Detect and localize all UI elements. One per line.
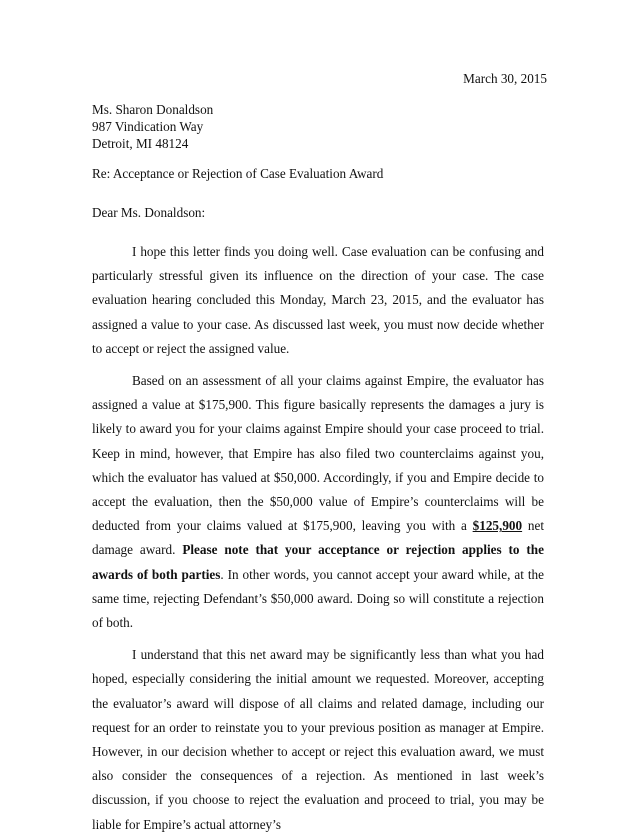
important-note: Please note that your acceptance or rejection applies to the awards of both parties bbox=[92, 542, 544, 582]
recipient-street: 987 Vindication Way bbox=[92, 119, 204, 134]
paragraph-2-text-a: Based on an assessment of all your claims against Empire, the evaluator has assigned a value at $175,900. This figure basically represents the damages a jury is likely to award you for your claims against Empire should your case proceed to trial. Keep in mind, however, that Empire has also filed two counterclaims against you, which the evaluator has valued at $50,000. Accordingly, if you and Empire decide to accept the evaluation, then the $50,000 value of Empire’s counterclaims will be deducted from your claims valued at $175,900, leaving you with a bbox=[92, 373, 544, 534]
subject-line: Re: Acceptance or Rejection of Case Evaluation Award bbox=[92, 166, 384, 181]
paragraph-2-text-b: net damage award. bbox=[92, 518, 544, 558]
paragraph-2-text-c: . In other words, you cannot accept your award while, at the same time, rejecting Defendant’s $50,000 award. Doing so will constitute a rejection of both. bbox=[92, 566, 544, 631]
salutation: Dear Ms. Donaldson: bbox=[92, 205, 206, 220]
paragraph-1: I hope this letter finds you doing well. Case evaluation can be confusing and particularly stressful given its influence on the direction of your case. The case evaluation hearing concluded this Monday, March 23, 2015, and the evaluator has assigned a value to your case. As discussed last week, you must now decide whether to accept or reject the assigned value. bbox=[92, 244, 544, 356]
letter-date: March 30, 2015 bbox=[463, 71, 547, 86]
recipient-city-state-zip: Detroit, MI 48124 bbox=[92, 136, 189, 151]
letter-body bbox=[92, 240, 544, 837]
net-award-amount: $125,900 bbox=[472, 518, 523, 534]
recipient-address bbox=[92, 101, 213, 152]
paragraph-2 bbox=[92, 369, 544, 635]
recipient-name: Ms. Sharon Donaldson bbox=[92, 102, 214, 117]
paragraph-3: I understand that this net award may be significantly less than what you had hoped, especially considering the initial amount we requested. Moreover, accepting the evaluator’s award will dispose of all claims and related damage, including our request for an order to reinstate you to your previous position as manager at Empire. However, in our decision whether to accept or reject this evaluation award, we must also consider the consequences of a rejection. As mentioned in last week’s discussion, if you choose to reject the evaluation and proceed to trial, you may be liable for Empire’s actual attorney’s bbox=[92, 647, 544, 832]
